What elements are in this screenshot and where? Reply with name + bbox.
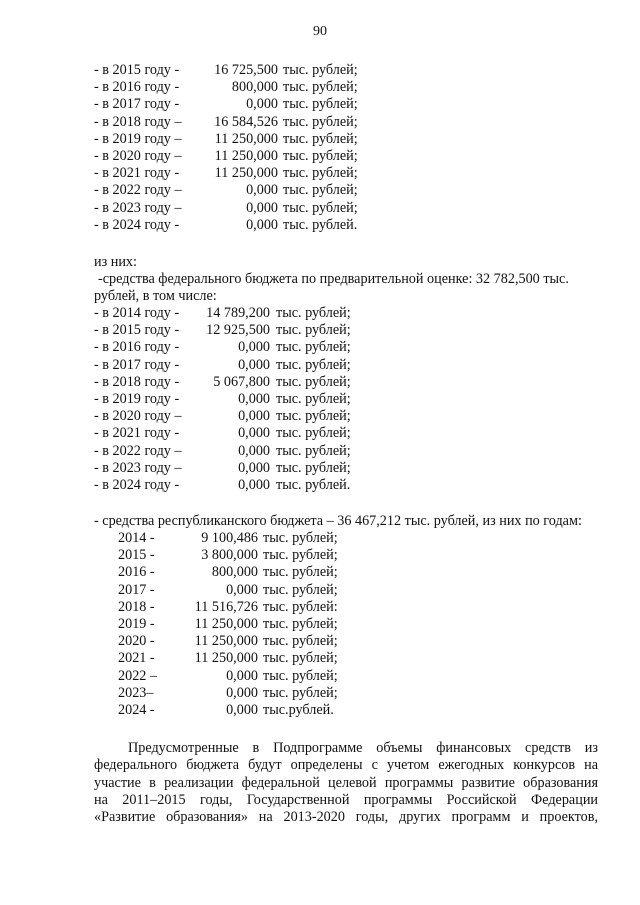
currency-unit: тыс. рублей; (263, 616, 338, 632)
amount-row (118, 685, 383, 702)
amount-row (94, 131, 403, 148)
currency-unit: тыс. рублей; (283, 182, 358, 199)
amount-value: 0,000 (226, 667, 258, 684)
amount-row (94, 200, 403, 217)
currency-unit: тыс. рублей; (276, 373, 351, 390)
year-label: - в 2023 году – (94, 199, 182, 216)
paragraph-line: на 2011–2015 годы, Государственной программы Российской Федерации (94, 792, 598, 808)
amount-value: 11 516,726 (194, 598, 258, 615)
year-label: - в 2017 году - (94, 96, 180, 113)
currency-unit: тыс. рублей; (263, 667, 338, 684)
amount-value: 16 725,500 (214, 62, 278, 78)
amount-value: 11 250,000 (194, 650, 258, 667)
currency-unit: тыс. рублей; (283, 199, 358, 216)
year-label: - в 2014 году - (94, 305, 180, 321)
amount-value: 9 100,486 (201, 530, 258, 546)
currency-unit: тыс. рублей; (263, 684, 338, 701)
year-label: - в 2020 году – (94, 408, 182, 425)
amount-row (118, 616, 383, 633)
amount-row (118, 547, 383, 564)
amount-value: 0,000 (246, 96, 278, 113)
amount-value: 11 250,000 (194, 616, 258, 632)
year-label: - в 2018 году – (94, 113, 182, 130)
amount-row (94, 165, 403, 182)
amount-value: 11 250,000 (214, 130, 278, 147)
year-label: 2017 - (118, 581, 155, 598)
currency-unit: тыс. рублей; (276, 391, 351, 407)
amount-row (94, 477, 396, 494)
year-label: 2020 - (118, 633, 155, 650)
amount-row (94, 182, 403, 199)
year-label: - в 2019 году - (94, 391, 180, 407)
republic-budget-intro: - средства республиканского бюджета – 36 467,212 тыс. рублей, из них по годам: (94, 513, 582, 529)
currency-unit: тыс. рублей; (283, 130, 358, 147)
amount-row (118, 668, 383, 685)
currency-unit: тыс. рублей. (276, 477, 351, 493)
currency-unit: тыс. рублей; (283, 79, 358, 96)
paragraph-line: федерального бюджета будут определены с учетом ежегодных конкурсов на (94, 757, 598, 773)
currency-unit: тыс. рублей; (263, 564, 338, 581)
amount-value: 14 789,200 (206, 305, 270, 321)
paragraph-line: Предусмотренные в Подпрограмме объемы финансовых средств из (128, 740, 598, 756)
currency-unit: тыс. рублей; (276, 305, 351, 321)
year-label: - в 2024 году - (94, 477, 180, 493)
year-label: 2023– (118, 684, 154, 701)
amount-value: 0,000 (246, 199, 278, 216)
amount-value: 0,000 (226, 684, 258, 701)
currency-unit: тыс. рублей; (283, 148, 358, 164)
year-label: - в 2021 году - (94, 425, 180, 442)
amount-value: 0,000 (238, 408, 270, 425)
amount-value: 0,000 (238, 356, 270, 373)
year-label: 2016 - (118, 564, 155, 581)
amount-value: 0,000 (238, 339, 270, 356)
year-label: - в 2018 году - (94, 373, 180, 390)
year-label: - в 2019 году – (94, 130, 182, 147)
amount-value: 11 250,000 (214, 148, 278, 164)
year-label: - в 2022 году – (94, 442, 182, 459)
year-label: 2018 - (118, 598, 155, 615)
year-label: - в 2022 году – (94, 182, 182, 199)
currency-unit: тыс.рублей. (263, 702, 334, 718)
amount-row (94, 148, 403, 165)
amount-row (94, 62, 403, 79)
amount-value: 0,000 (226, 581, 258, 598)
amount-value: 800,000 (231, 79, 278, 96)
year-label: - в 2023 году – (94, 459, 182, 476)
currency-unit: тыс. рублей; (283, 113, 358, 130)
amount-value: 0,000 (226, 702, 258, 718)
amount-value: 0,000 (238, 459, 270, 476)
amount-row (94, 79, 403, 96)
amount-row (94, 357, 396, 374)
amount-row (94, 96, 403, 113)
amount-row (118, 633, 383, 650)
amount-row (118, 582, 383, 599)
amount-value: 0,000 (238, 391, 270, 407)
currency-unit: тыс. рублей. (283, 216, 358, 233)
amount-row (94, 374, 396, 391)
year-label: 2015 - (118, 547, 155, 564)
paragraph-line: участие в реализации федеральной целевой программы развитие образования (94, 775, 598, 791)
amount-row (118, 530, 383, 547)
amount-value: 11 250,000 (214, 165, 278, 182)
year-label: 2014 - (118, 530, 155, 546)
amount-row (94, 339, 396, 356)
amount-value: 0,000 (246, 216, 278, 233)
currency-unit: тыс. рублей; (263, 633, 338, 650)
currency-unit: тыс. рублей; (276, 339, 351, 356)
amount-value: 0,000 (238, 442, 270, 459)
currency-unit: тыс. рублей; (276, 408, 351, 425)
amount-row (94, 217, 403, 234)
currency-unit: тыс. рублей; (276, 459, 351, 476)
amount-row (94, 305, 396, 322)
amount-row (94, 391, 396, 408)
amount-row (94, 408, 396, 425)
currency-unit: тыс. рублей; (276, 425, 351, 442)
amount-row (118, 650, 383, 667)
amount-row (94, 443, 396, 460)
year-label: - в 2016 году - (94, 339, 180, 356)
year-label: - в 2015 году - (94, 62, 180, 78)
currency-unit: тыс. рублей; (276, 442, 351, 459)
amount-row (94, 114, 403, 131)
currency-unit: тыс. рублей; (263, 650, 338, 667)
amount-value: 0,000 (246, 182, 278, 199)
year-label: - в 2015 году - (94, 322, 180, 339)
year-label: - в 2017 году - (94, 356, 180, 373)
federal-budget-intro-cont: рублей, в том числе: (94, 288, 217, 304)
currency-unit: тыс. рублей; (283, 62, 358, 78)
currency-unit: тыс. рублей; (276, 356, 351, 373)
of-them-label: из них: (94, 254, 137, 270)
year-label: 2019 - (118, 616, 155, 632)
amount-value: 12 925,500 (206, 322, 270, 339)
currency-unit: тыс. рублей; (283, 165, 358, 182)
currency-unit: тыс. рублей; (263, 530, 338, 546)
federal-budget-intro: -средства федерального бюджета по предварительной оценке: 32 782,500 тыс. (98, 271, 569, 287)
currency-unit: тыс. рублей; (276, 322, 351, 339)
amount-row (94, 425, 396, 442)
paragraph-line: «Развитие образования» на 2013-2020 годы, других программ и проектов, (94, 809, 598, 825)
currency-unit: тыс. рублей; (263, 547, 338, 564)
amount-row (94, 322, 396, 339)
page-number: 90 (313, 24, 327, 39)
amount-value: 0,000 (238, 477, 270, 493)
year-label: - в 2024 году - (94, 216, 180, 233)
amount-value: 3 800,000 (201, 547, 258, 564)
year-label: 2021 - (118, 650, 155, 667)
amount-row (118, 599, 383, 616)
currency-unit: тыс. рублей; (283, 96, 358, 113)
currency-unit: тыс. рублей: (263, 598, 338, 615)
currency-unit: тыс. рублей; (263, 581, 338, 598)
amount-row (94, 460, 396, 477)
year-label: - в 2020 году – (94, 148, 182, 164)
amount-value: 5 067,800 (213, 373, 270, 390)
amount-value: 11 250,000 (194, 633, 258, 650)
year-label: 2022 – (118, 667, 158, 684)
year-label: - в 2021 году - (94, 165, 180, 182)
amount-value: 16 584,526 (214, 113, 278, 130)
amount-row (118, 564, 383, 581)
amount-value: 0,000 (238, 425, 270, 442)
amount-value: 800,000 (211, 564, 258, 581)
amount-row (118, 702, 383, 719)
year-label: 2024 - (118, 702, 155, 718)
year-label: - в 2016 году - (94, 79, 180, 96)
